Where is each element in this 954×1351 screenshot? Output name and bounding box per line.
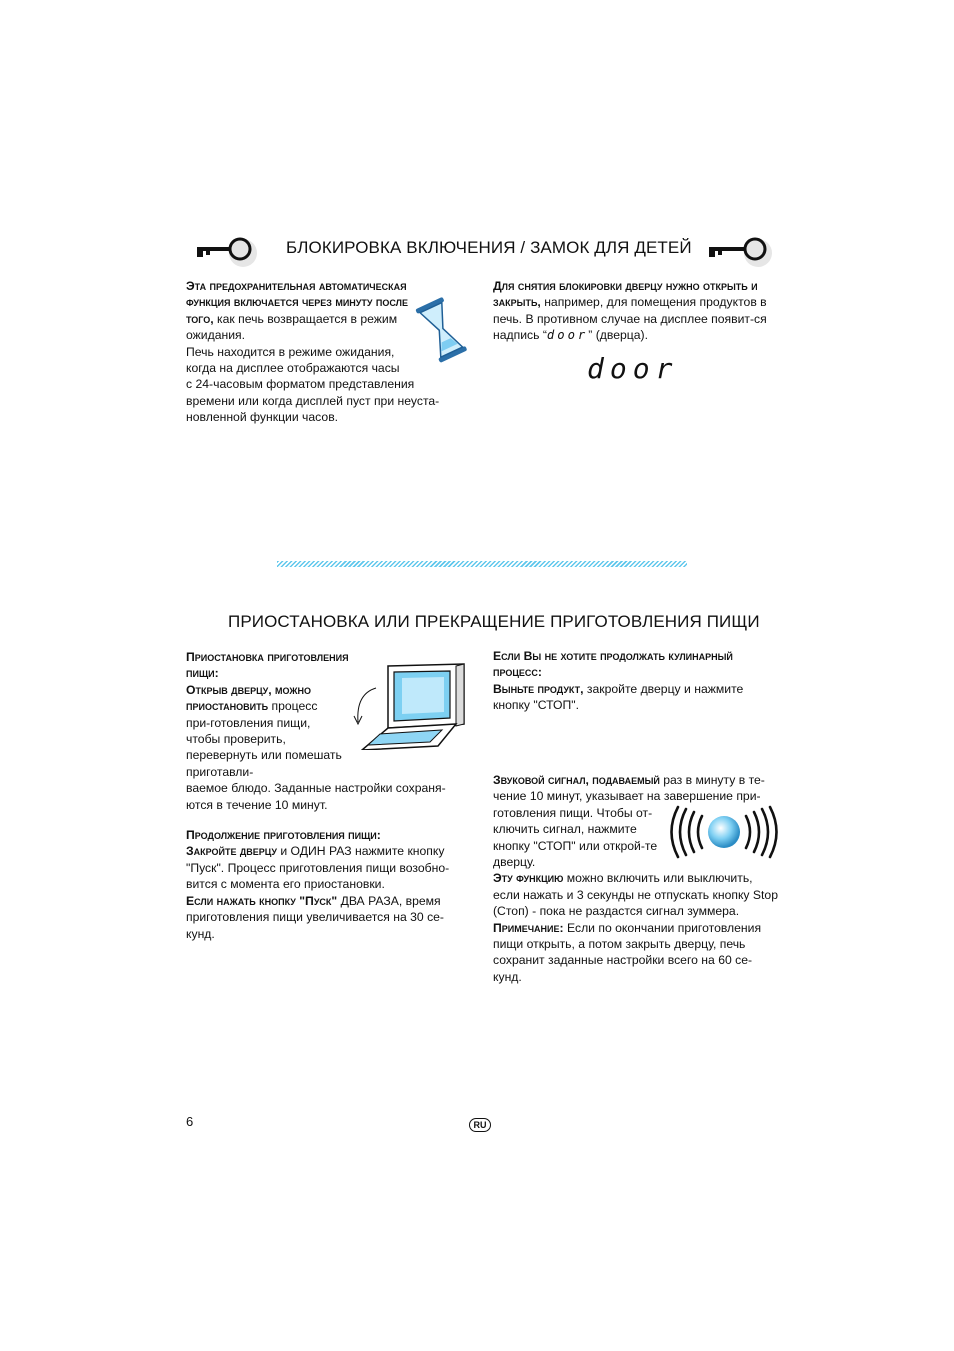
section2-right-text-top: Если Вы не хотите продолжать кулинарный процесс: Выньте продукт, закройте дверцу и нажмите кнопку "СТОП". bbox=[493, 649, 744, 713]
door-display: door bbox=[587, 352, 679, 385]
section2-right-text-bottom: Звуковой сигнал, подаваемый раз в минуту в те-чение 10 минут, указывает на завершение при- готовления пищи. Чтобы от-ключить сигнал, нажмите кнопку "СТОП" или открой-те дверцу. Эту функцию можно включить или выключить, если нажать и 3 секунды не отпускать кнопку Stop (Стоп) - пока не раздастся сигнал зуммера. Примечание: Если по окончании приготовления пищи открыть, а потом закрыть дверцу, печь сохранит заданные настройки всего на 60 се-кунд. bbox=[493, 773, 778, 984]
key-icon-right bbox=[706, 232, 782, 270]
key-icon-left bbox=[194, 232, 270, 270]
page-number: 6 bbox=[186, 1114, 194, 1129]
section2-left-text: Приостановка приготовления пищи: Открыв дверцу, можно приостановить процесс при-готовления пищи, чтобы проверить, перевернуть или помешать приготавли- ваемое блюдо. Заданные настройки сохраня-ются в течение 10 минут. Продолжение приготовления пищи: Закройте дверцу и ОДИН РАЗ нажмите кнопку "Пуск". Процесс приготовления пищи возобно-вится с момента его приостановки. Если нажать кнопку "Пуск" ДВА РАЗА, время приготовления пищи увеличивается на 30 се-кунд. bbox=[186, 650, 450, 941]
section1-right-text: Для снятия блокировки дверцу нужно открыть и закрыть, например, для помещения продуктов в печь. В противном случае на дисплее появит-ся надпись “door” (дверца). bbox=[493, 279, 767, 343]
section2-title: ПРИОСТАНОВКА ИЛИ ПРЕКРАЩЕНИЕ ПРИГОТОВЛЕНИЯ ПИЩИ bbox=[228, 612, 760, 631]
section1-left-text: Эта предохранительная автоматическая функция включается через минуту после того, как печь возвращается в режим ожидания. Печь находится в режиме ожидания, когда на дисплее отображаются часы с 24-часовым форматом представления времени или когда дисплей пуст при неуста- новленной функции часов. bbox=[186, 279, 440, 425]
section-divider bbox=[277, 561, 687, 567]
language-badge: RU bbox=[469, 1118, 491, 1132]
section1-title: БЛОКИРОВКА ВКЛЮЧЕНИЯ / ЗАМОК ДЛЯ ДЕТЕЙ bbox=[286, 238, 692, 257]
